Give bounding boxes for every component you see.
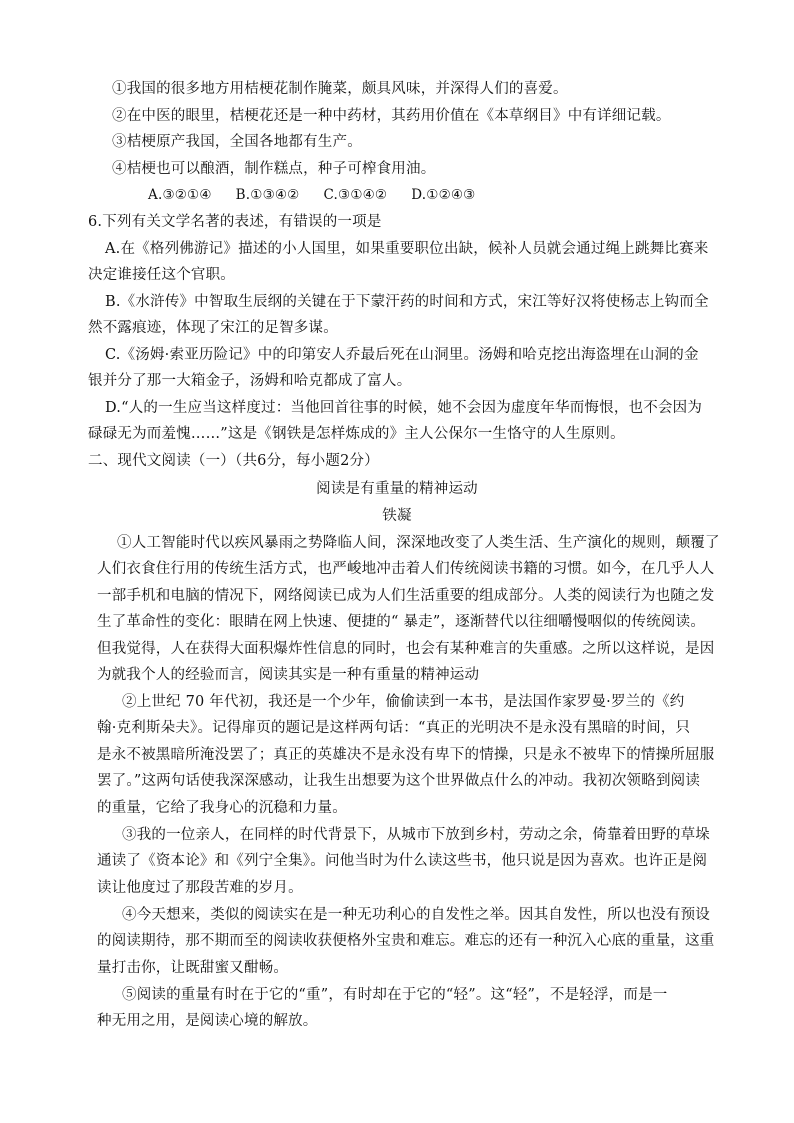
p1-line-5: 但我觉得，人在获得大面积爆炸性信息的同时，也会有某种难言的失重感。之所以这样说，是因 (97, 641, 715, 657)
p1-line-6: 为就我个人的经验而言，阅读其实是一种有重量的精神运动 (97, 667, 480, 683)
p4-line-3: 量打击你，让既甜蜜又酣畅。 (97, 960, 289, 976)
q6-option-c-line2: 银并分了那一大箱金子，汤姆和哈克都成了富人。 (88, 373, 412, 389)
q5-choice-a: A.③②①④ (148, 187, 212, 203)
q6-option-d-line2: 碌碌无为而羞愧……”这是《钢铁是怎样炼成的》主人公保尔一生恪守的人生原则。 (88, 426, 625, 442)
article-title: 阅读是有重量的精神运动 (316, 481, 478, 497)
q6-option-a-line2: 决定谁接任这个官职。 (88, 267, 235, 283)
p1-line-2: 人们衣食住行用的传统生活方式，也严峻地冲击着人们传统阅读书籍的习惯。如今，在几乎人人 (97, 561, 715, 577)
q5-choice-c: C.③①④② (323, 187, 388, 203)
q5-choice-b: B.①③④② (235, 187, 300, 203)
p2-line-5: 的重量，它给了我身心的沉稳和力量。 (97, 800, 347, 816)
p4-line-2: 的阅读期待，那不期而至的阅读收获便格外宝贵和难忘。难忘的还有一种沉入心底的重量，这重 (97, 933, 715, 949)
q5-option-1: ①我国的很多地方用桔梗花制作腌菜，颇具风味，并深得人们的喜爱。 (112, 81, 568, 97)
p1-line-1: ①人工智能时代以疾风暴雨之势降临人间，深深地改变了人类生活、生产演化的规则，颠覆了 (117, 535, 720, 551)
q6-option-b-line2: 然不露痕迹，体现了宋江的足智多谋。 (88, 320, 338, 336)
p3-line-3: 读让他度过了那段苦难的岁月。 (97, 880, 303, 896)
p1-line-4: 生了革命性的变化：眼睛在网上快速、便捷的“ 暴走”，逐渐替代以往细嚼慢咽似的传统阅读。 (97, 614, 706, 630)
q5-choice-d: D.①②④③ (411, 187, 476, 203)
p5-line-1: ⑤阅读的重量有时在于它的“重”，有时却在于它的“轻”。这“轻”，不是轻浮，而是一 (122, 987, 668, 1003)
p3-line-1: ③我的一位亲人，在同样的时代背景下，从城市下放到乡村，劳动之余，倚靠着田野的草垛 (122, 827, 710, 843)
q5-option-4: ④桔梗也可以酿酒，制作糕点，种子可榨食用油。 (112, 161, 436, 177)
q5-answer-choices (148, 185, 794, 205)
section2-heading: 二、现代文阅读（一）（共6分，每小题2分） (88, 453, 379, 469)
q5-option-3: ③桔梗原产我国，全国各地都有生产。 (112, 134, 362, 150)
p2-line-3: 是永不被黑暗所淹没罢了；真正的英雄决不是永没有卑下的情操，只是永不被卑下的情操所屈服 (97, 747, 715, 763)
article-author: 铁凝 (382, 508, 412, 524)
p3-line-2: 通读了《资本论》和《列宁全集》。问他当时为什么读这些书，他只说是因为喜欢。也许正是阅 (97, 853, 708, 869)
q6-stem: 6.下列有关文学名著的表述，有错误的一项是 (88, 214, 382, 230)
p5-line-2: 种无用之用，是阅读心境的解放。 (97, 1013, 318, 1029)
q5-option-2: ②在中医的眼里，桔梗花还是一种中药材，其药用价值在《本草纲目》中有详细记载。 (112, 108, 671, 124)
p4-line-1: ④今天想来，类似的阅读实在是一种无功利心的自发性之举。因其自发性，所以也没有预设 (122, 907, 710, 923)
q6-option-a-line1: A.在《格列佛游记》描述的小人国里，如果重要职位出缺，候补人员就会通过绳上跳舞比赛来 (105, 241, 709, 257)
q6-option-c-line1: C.《汤姆·索亚历险记》中的印第安人乔最后死在山洞里。汤姆和哈克挖出海盗埋在山洞的金 (105, 347, 699, 363)
p2-line-4: 罢了。”这两句话使我深深感动，让我生出想要为这个世界做点什么的冲动。我初次领略到阅读 (97, 773, 701, 789)
q6-option-b-line1: B.《水浒传》中智取生辰纲的关键在于下蒙汗药的时间和方式，宋江等好汉将使杨志上钩而全 (105, 294, 709, 310)
p1-line-3: 一部手机和电脑的情况下，网络阅读已成为人们生活重要的组成部分。人类的阅读行为也随之发 (97, 588, 715, 604)
p2-line-2: 翰·克利斯朵夫》。记得扉页的题记是这样两句话：“真正的光明决不是永没有黑暗的时间，只 (97, 720, 691, 736)
q6-option-d-line1: D.“人的一生应当这样度过：当他回首往事的时候，她不会因为虚度年华而悔恨，也不会因为 (105, 400, 703, 416)
p2-line-1: ②上世纪 70 年代初，我还是一个少年，偷偷读到一本书，是法国作家罗曼·罗兰的《约 (122, 694, 685, 710)
